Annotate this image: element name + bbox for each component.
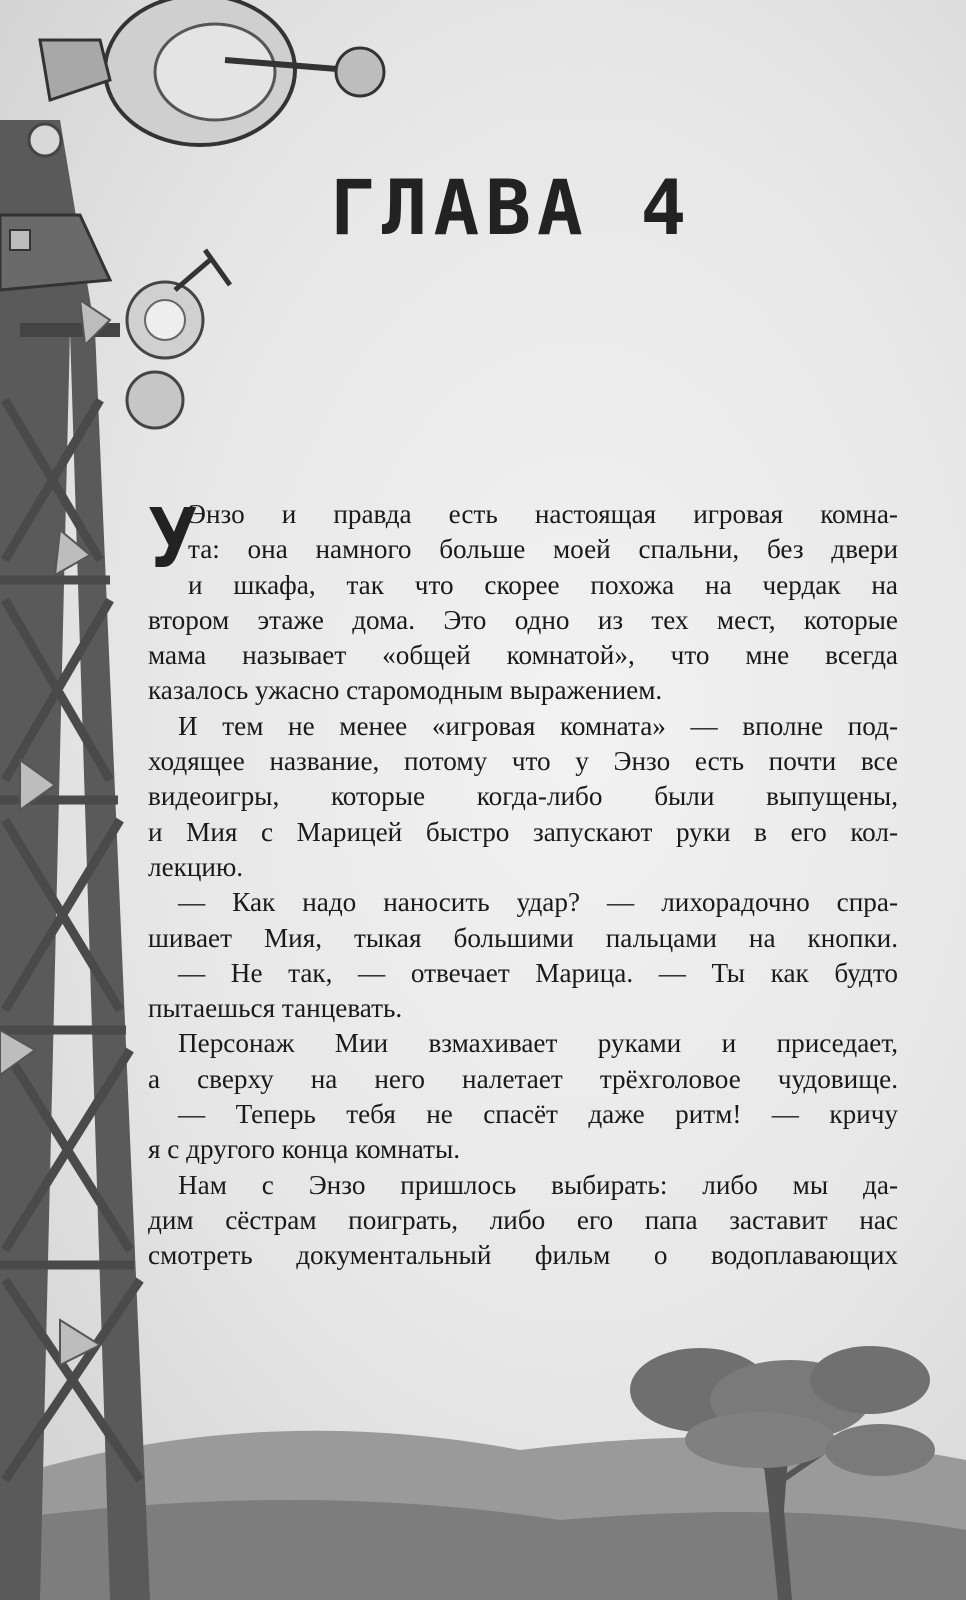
text-line: — Теперь тебя не спасёт даже ритм! — кричу (178, 1099, 898, 1130)
text-line: — Как надо наносить удар? — лихорадочно спра- (178, 887, 898, 918)
text-line: мама называет «общей комнатой», что мне всегда (148, 640, 898, 671)
chapter-title: ГЛАВА 4 (330, 163, 693, 252)
text-line: пытаешься танцевать. (148, 993, 403, 1024)
text-line: втором этаже дома. Это одно из тех мест, которые (148, 604, 898, 635)
text-line: дим сёстрам поиграть, либо его папа заставит нас (148, 1204, 898, 1235)
text-line: И тем не менее «игровая комната» — вполне под- (178, 710, 898, 741)
text-line: видеоигры, которые когда-либо были выпущены, (148, 781, 898, 812)
text-line: ходящее название, потому что у Энзо есть почти все (148, 746, 898, 777)
text-line: казалось ужасно старомодным выражением. (148, 675, 663, 706)
text-line: Персонаж Мии взмахивает руками и приседает, (178, 1028, 898, 1059)
text-line: смотреть документальный фильм о водоплавающих (148, 1240, 898, 1271)
text-line: я с другого конца комнаты. (148, 1134, 461, 1165)
drop-cap-letter: У (148, 492, 198, 587)
text-line: — Не так, — отвечает Марица. — Ты как будто (178, 957, 898, 988)
text-line: та: она намного больше моей спальни, без двери (188, 534, 898, 565)
text-line: и Мия с Марицей быстро запускают руки в его кол- (148, 816, 898, 847)
text-line: Энзо и правда есть настоящая игровая комна- (188, 499, 898, 529)
text-line: и шкафа, так что скорее похожа на чердак на (188, 569, 898, 600)
text-line: а сверху на него налетает трёхголовое чудовище. (148, 1063, 898, 1094)
text-line: шивает Мия, тыкая большими пальцами на кнопки. (148, 922, 898, 953)
chapter-text (148, 492, 898, 1274)
text-line: Нам с Энзо пришлось выбирать: либо мы да- (178, 1169, 898, 1200)
text-line: лекцию. (148, 851, 244, 882)
